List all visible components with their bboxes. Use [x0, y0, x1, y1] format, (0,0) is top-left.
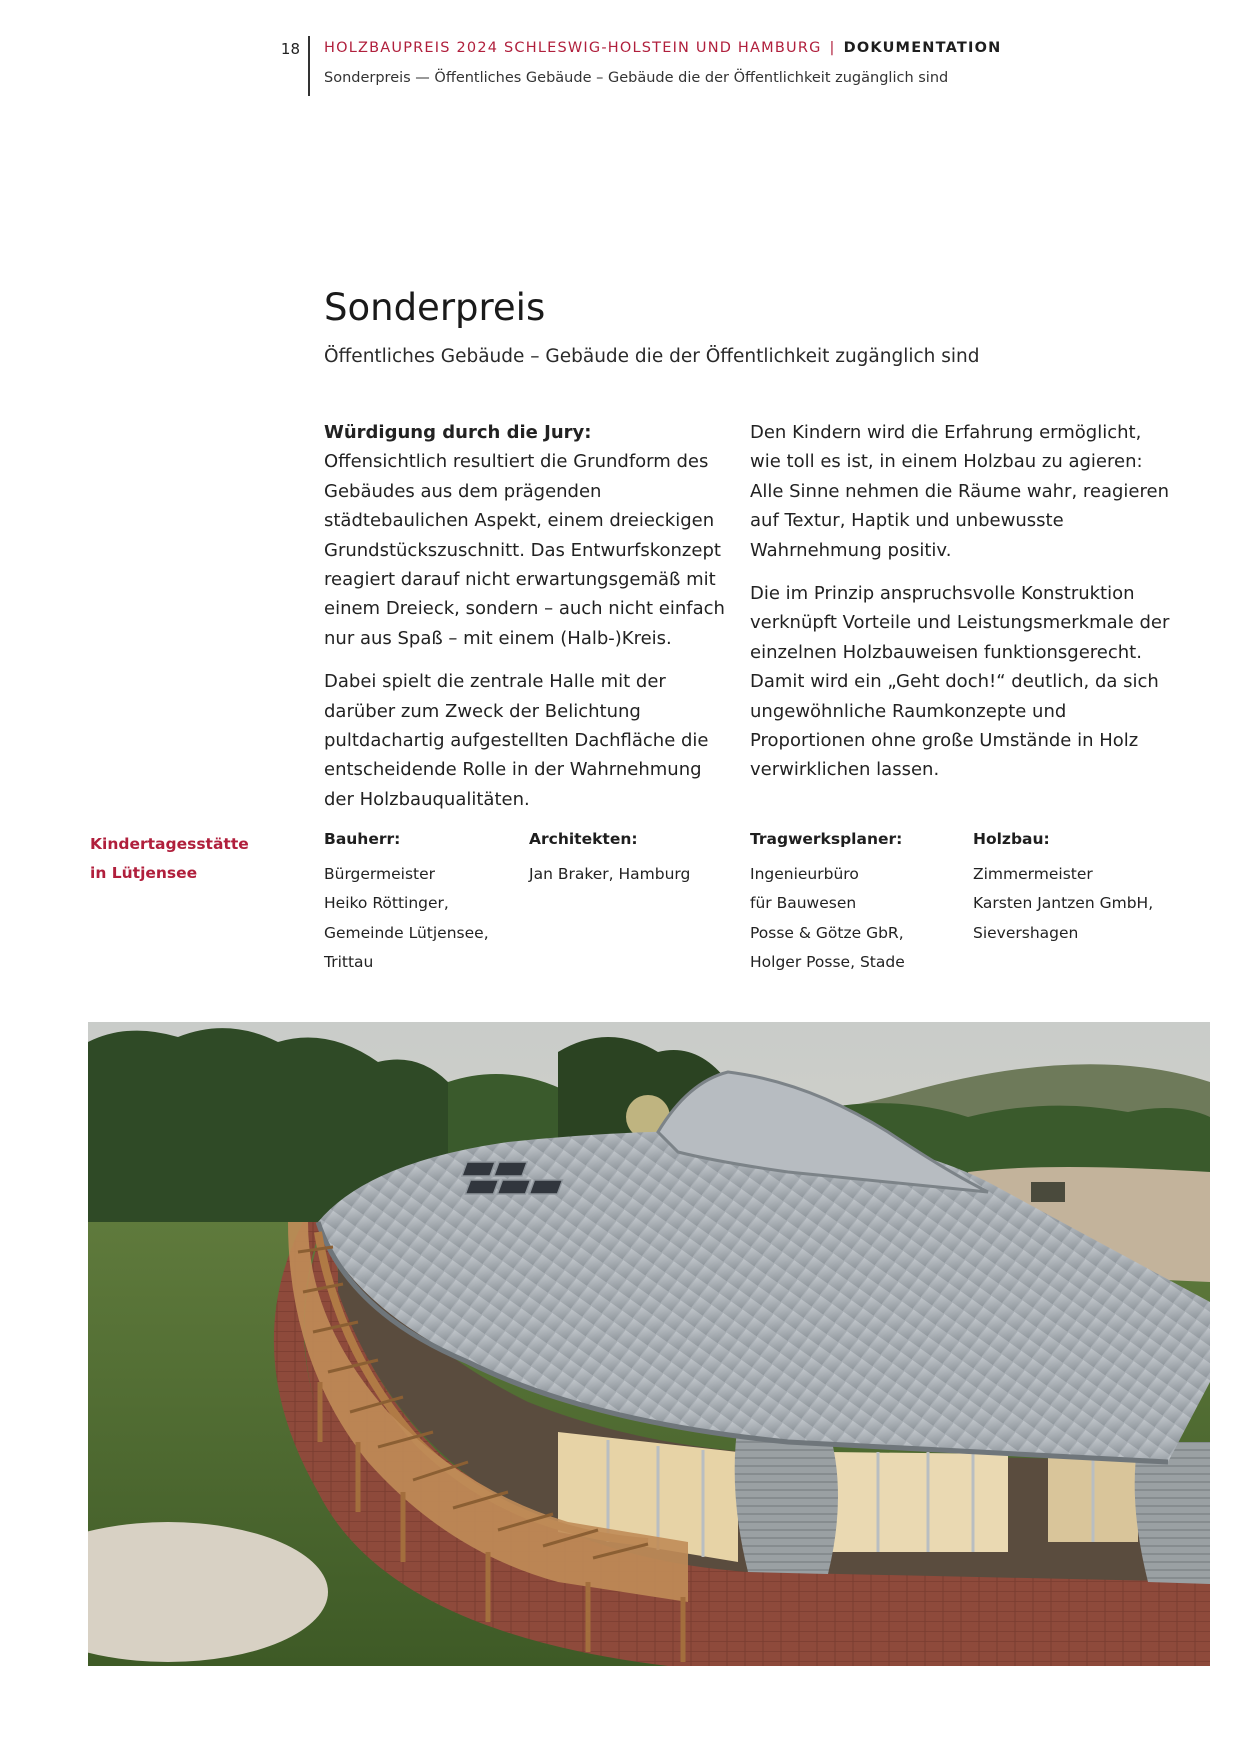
credit-line: Trittau [324, 953, 374, 972]
building-photo [88, 1022, 1210, 1666]
credit-line: Gemeinde Lütjensee, [324, 923, 489, 942]
building-photo-illustration [88, 1022, 1210, 1666]
credit-architekten [529, 860, 690, 889]
credit-line: Karsten Jantzen GmbH, [973, 894, 1154, 913]
credit-heading-bauherr: Bauherr: [324, 830, 401, 848]
page-number: 18 [280, 40, 300, 58]
credit-line: Holger Posse, Stade [750, 953, 905, 972]
credit-bauherr [324, 860, 489, 978]
credit-holzbau [973, 860, 1153, 948]
credit-tragwerksplaner [750, 860, 905, 978]
header-separator: | [829, 40, 836, 56]
jury-heading: Würdigung durch die Jury: [324, 422, 592, 443]
credit-heading-holzbau: Holzbau: [973, 830, 1050, 848]
jury-column-left [324, 418, 732, 828]
running-header [324, 40, 1001, 56]
page-title: Sonderpreis [324, 286, 546, 329]
credit-line: Jan Braker, Hamburg [529, 865, 691, 883]
jury-paragraph-2: Dabei spielt die zentrale Halle mit der darüber zum Zweck der Belichtung pultdachartig aufgestellten Dachfläche die entscheidende Rolle in der Wahrnehmung der Holzbauqualitäten. [324, 671, 709, 810]
credit-line: Posse & Götze GbR, [750, 923, 904, 942]
credit-heading-architekten: Architekten: [529, 830, 638, 848]
credit-heading-tragwerksplaner: Tragwerksplaner: [750, 830, 903, 848]
project-name-line-1: Kindertagesstätte [90, 835, 249, 853]
page-subtitle: Öffentliches Gebäude – Gebäude die der Öffentlichkeit zugänglich sind [324, 346, 980, 367]
jury-column-right [750, 418, 1170, 799]
credit-line: Heiko Röttinger, [324, 894, 449, 913]
jury-paragraph-4: Die im Prinzip anspruchsvolle Konstruktion verknüpft Vorteile und Leistungsmerkmale der einzelnen Holzbauweisen funktionsgerecht. Damit wird ein „Geht doch!“ deutlich, da sich ungewöhnliche Raumkonzepte und Proportionen ohne große Umstände in Holz verwirklichen lassen. [750, 583, 1170, 781]
credit-line: Sievershagen [973, 923, 1079, 942]
jury-paragraph-1 [324, 418, 732, 653]
project-name [90, 830, 249, 889]
series-title: HOLZBAUPREIS 2024 SCHLESWIG-HOLSTEIN UND HAMBURG [324, 40, 822, 56]
header-divider [308, 36, 310, 96]
credit-line: Bürgermeister [324, 865, 436, 883]
section-title: DOKUMENTATION [843, 40, 1002, 56]
credit-line: für Bauwesen [750, 894, 857, 913]
credit-line: Zimmermeister [973, 865, 1093, 883]
project-name-line-2: in Lütjensee [90, 864, 198, 883]
credit-line: Ingenieurbüro [750, 865, 859, 883]
jury-text-1: Offensichtlich resultiert die Grundform des Gebäudes aus dem prägenden städtebaulichen Aspekt, einem dreieckigen Grundstückszuschnitt. Das Entwurfskonzept reagiert darauf nicht erwartungsgemäß mit einem Dreieck, sondern – auch nicht einfach nur aus Spaß – mit einem (Halb-)Kreis. [324, 451, 725, 649]
jury-paragraph-3: Den Kindern wird die Erfahrung ermöglicht, wie toll es ist, in einem Holzbau zu agieren: Alle Sinne nehmen die Räume wahr, reagieren auf Textur, Haptik und unbewusste Wahrnehmung positiv. [750, 422, 1169, 561]
running-subheader: Sonderpreis — Öffentliches Gebäude – Gebäude die der Öffentlichkeit zugänglich sind [324, 70, 949, 86]
